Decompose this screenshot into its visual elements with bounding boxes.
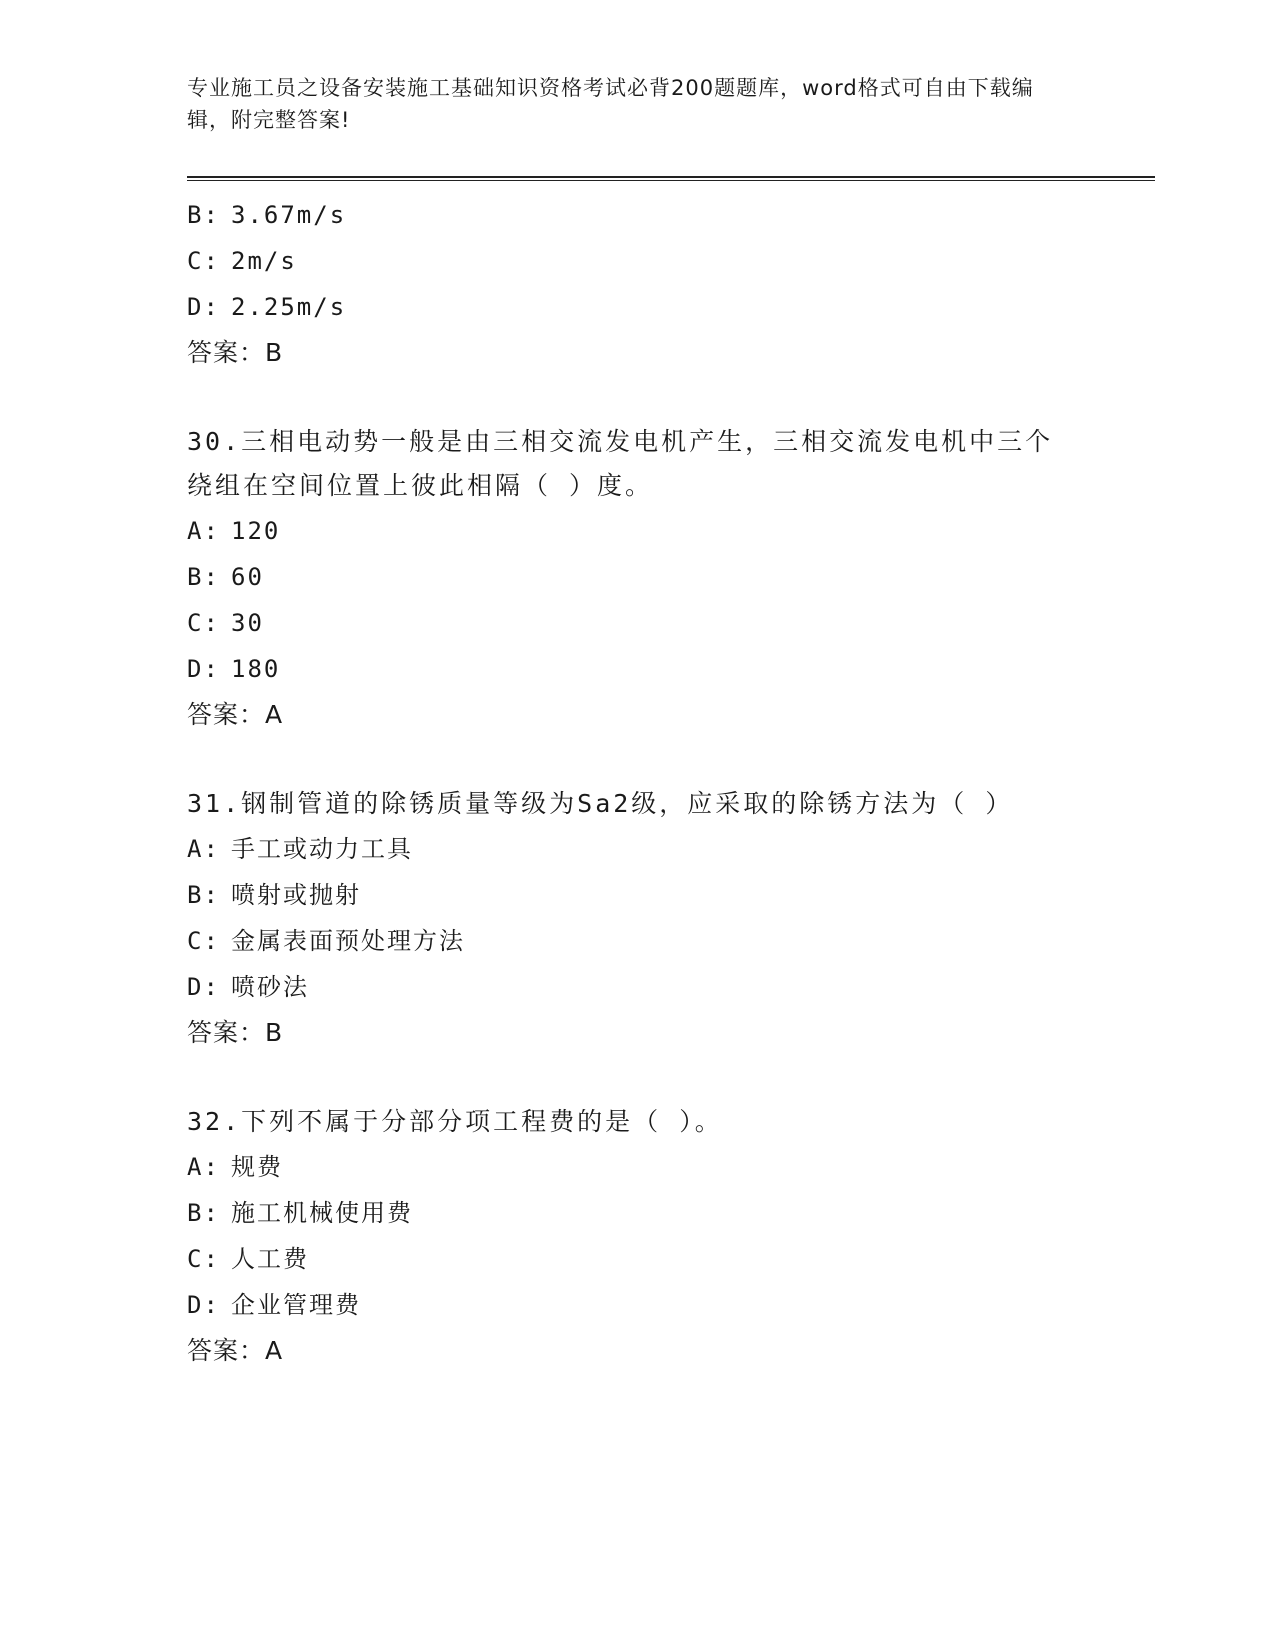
- option-a: A: 120: [187, 517, 281, 545]
- option-d: D: 180: [187, 655, 281, 683]
- option-b: B: 喷射或抛射: [187, 881, 361, 909]
- answer-line: 答案：B: [187, 338, 284, 367]
- option-b: B: 60: [187, 563, 264, 591]
- option-d: D: 2.25m/s: [187, 293, 347, 321]
- option-c: C: 金属表面预处理方法: [187, 927, 465, 955]
- option-b: B: 3.67m/s: [187, 201, 347, 229]
- option-d: D: 企业管理费: [187, 1291, 361, 1319]
- option-b: B: 施工机械使用费: [187, 1199, 413, 1227]
- option-c: C: 2m/s: [187, 247, 297, 275]
- header-title: 专业施工员之设备安装施工基础知识资格考试必背200题题库，word格式可自由下载编辑，附完整答案!: [187, 76, 1034, 132]
- question-text: 30.三相电动势一般是由三相交流发电机产生，三相交流发电机中三个绕组在空间位置上彼此相隔（ ）度。: [187, 427, 1054, 500]
- answer-line: 答案：A: [187, 700, 284, 729]
- option-d: D: 喷砂法: [187, 973, 309, 1001]
- question-text: 31.钢制管道的除锈质量等级为Sa2级，应采取的除锈方法为（ ）: [187, 789, 1014, 818]
- option-a: A: 规费: [187, 1153, 283, 1181]
- option-c: C: 人工费: [187, 1245, 309, 1273]
- option-c: C: 30: [187, 609, 264, 637]
- answer-line: 答案：B: [187, 1018, 284, 1047]
- question-text: 32.下列不属于分部分项工程费的是（ ）。: [187, 1107, 723, 1136]
- header-divider: [187, 176, 1155, 181]
- answer-line: 答案：A: [187, 1336, 284, 1365]
- option-a: A: 手工或动力工具: [187, 835, 413, 863]
- question-list: [187, 192, 1087, 1374]
